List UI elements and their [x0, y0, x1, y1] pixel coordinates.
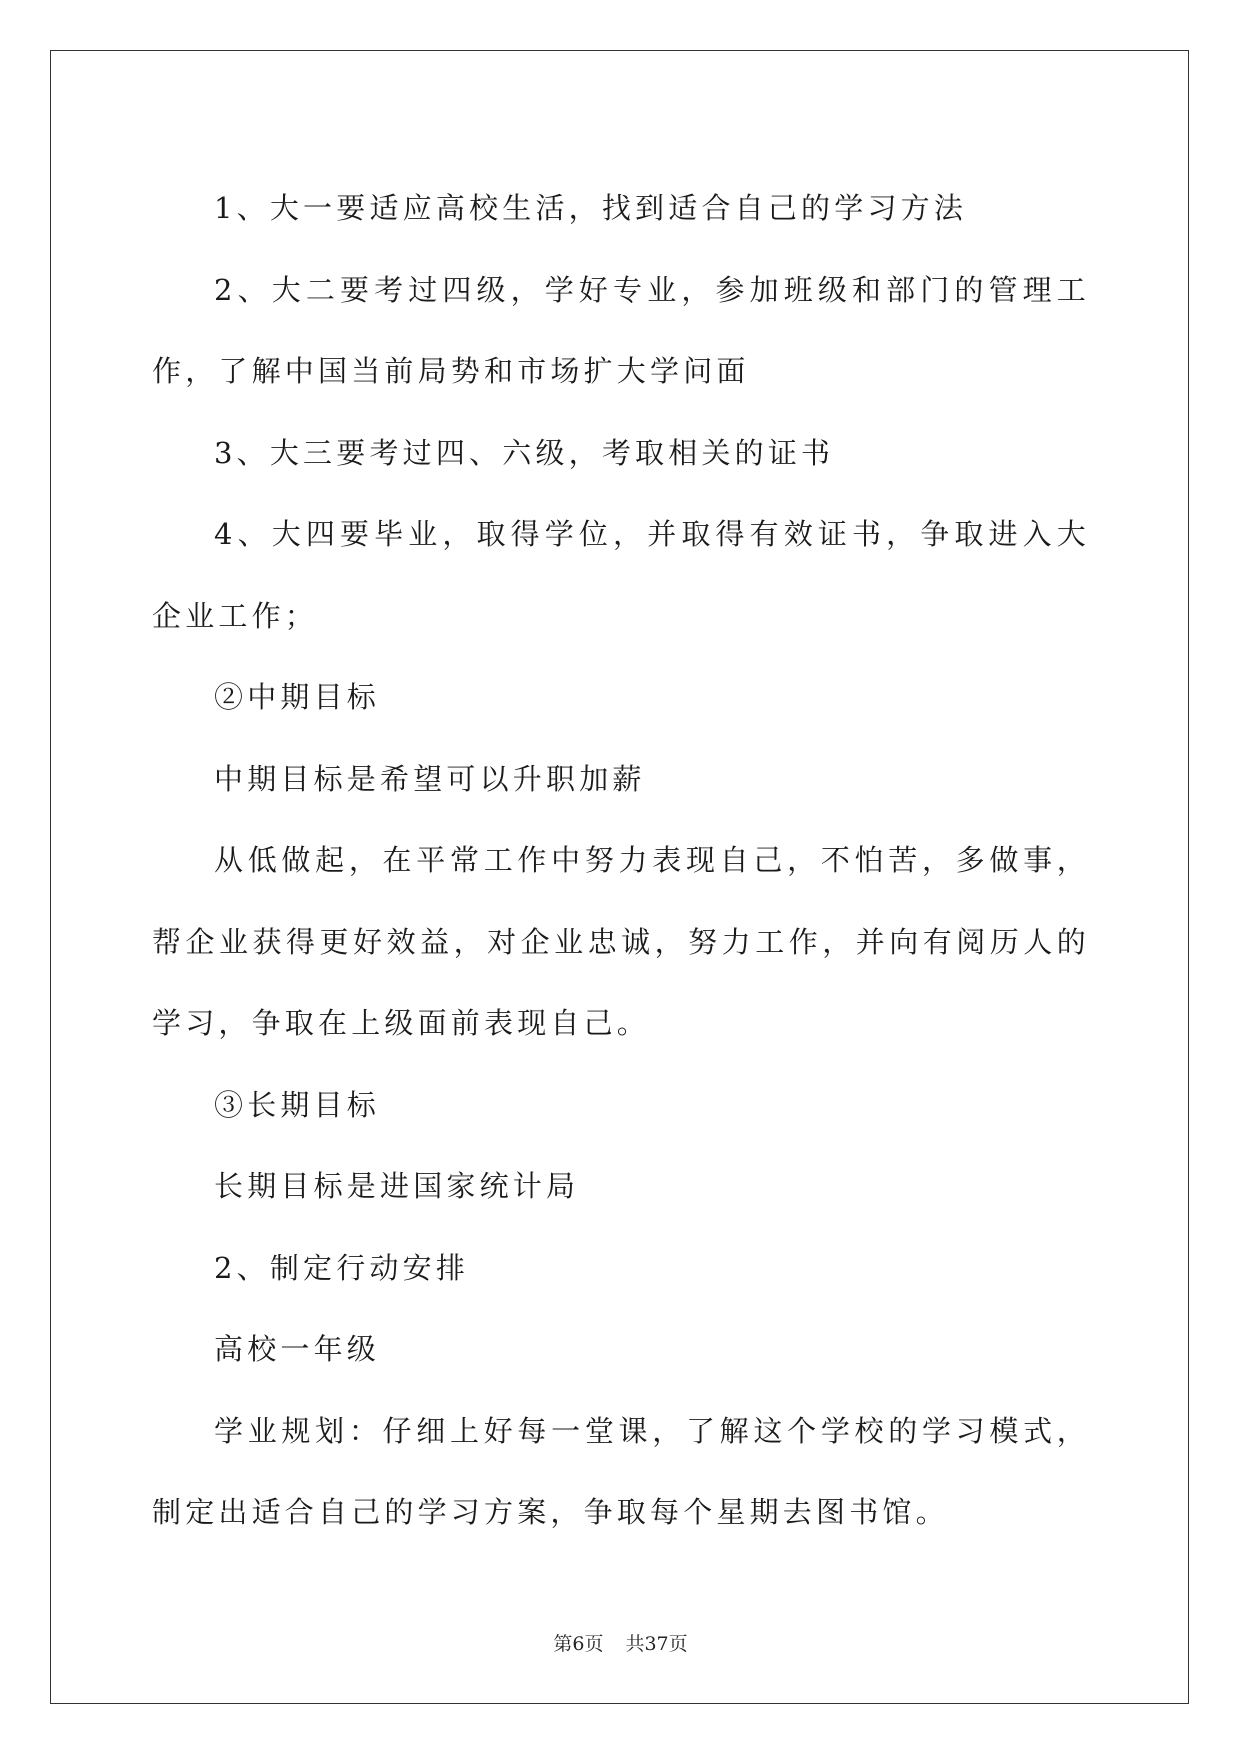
document-body: [152, 168, 1090, 1554]
paragraph: 4、大四要毕业，取得学位，并取得有效证书，争取进入大企业工作；: [152, 517, 1090, 633]
paragraph: 2、大二要考过四级，学好专业，参加班级和部门的管理工作，了解中国当前局势和市场扩大学问面: [152, 272, 1090, 388]
paragraph: 3、大三要考过四、六级，考取相关的证书: [214, 435, 835, 470]
paragraph: 学业规划：仔细上好每一堂课，了解这个学校的学习模式，制定出适合自己的学习方案，争取每个星期去图书馆。: [152, 1413, 1090, 1529]
section-heading: 2、制定行动安排: [214, 1250, 470, 1285]
paragraph: 1、大一要适应高校生活，找到适合自己的学习方法: [214, 191, 968, 225]
page-number: 第6页: [553, 1633, 604, 1655]
paragraph: 从低做起，在平常工作中努力表现自己，不怕苦，多做事，帮企业获得更好效益，对企业忠诚，努力工作，并向有阅历人的学习，争取在上级面前表现自己。: [152, 843, 1090, 1040]
page-footer: [0, 1632, 1241, 1656]
paragraph: 长期目标是进国家统计局: [214, 1169, 580, 1203]
page-total: 共37页: [625, 1633, 688, 1655]
section-heading: ②中期目标: [214, 680, 381, 714]
paragraph: 中期目标是希望可以升职加薪: [214, 761, 646, 796]
section-heading: ③长期目标: [214, 1087, 381, 1122]
paragraph: 高校一年级: [214, 1332, 381, 1366]
